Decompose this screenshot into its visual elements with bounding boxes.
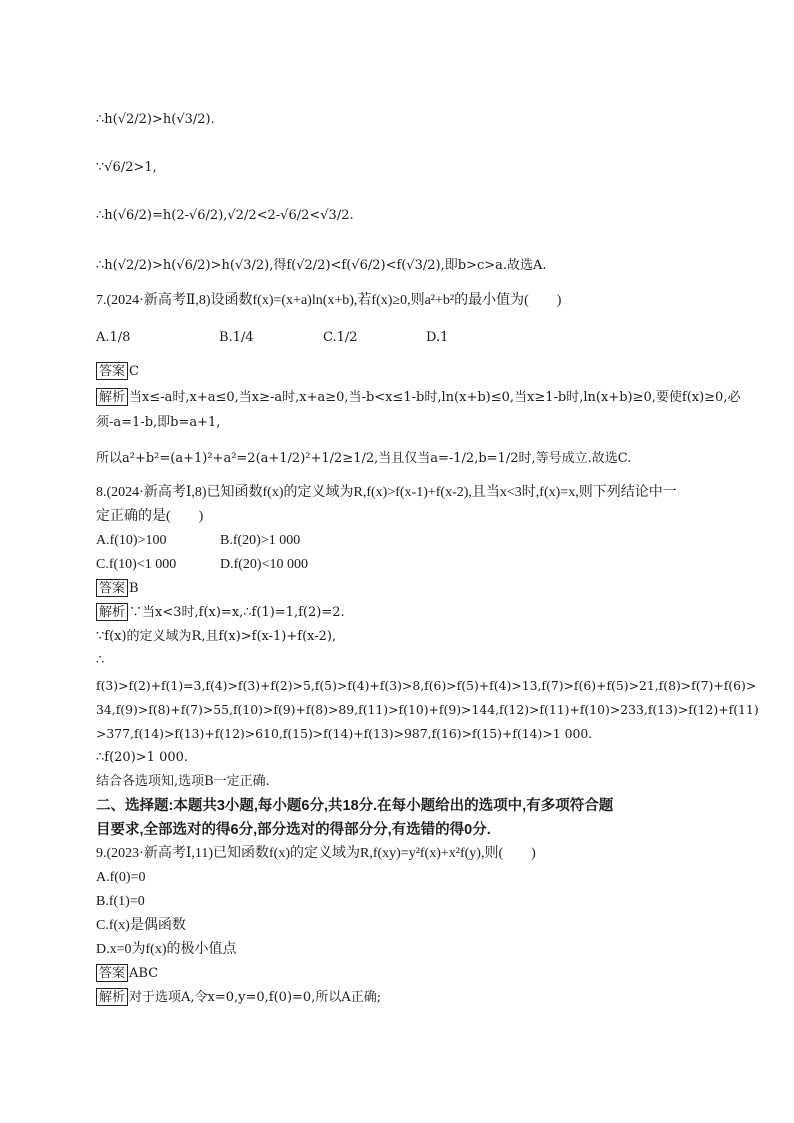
q8-option-a: A.f(10)>100 <box>96 533 167 548</box>
solution-line-3: ∴h(√6/2)=h(2-√6/2),√2/2<2-√6/2<√3/2. <box>96 208 354 223</box>
solution-line-1: ∴h(√2/2)>h(√3/2). <box>96 112 215 127</box>
solution-line-2: ∵√6/2>1, <box>96 160 157 175</box>
analysis-tag: 解析 <box>96 388 128 406</box>
q8-stem-1: 8.(2024·新高考Ⅰ,8)已知函数f(x)的定义域为R,f(x)>f(x-1)+f(x-2),且当x<3时,f(x)=x,则下列结论中一 <box>96 485 677 500</box>
q8-option-b: B.f(20)>1 000 <box>220 533 301 548</box>
q7-option-d: D.1 <box>426 330 449 345</box>
q9-analysis-text: 对于选项A,令x=0,y=0,f(0)=0,所以A正确; <box>129 990 382 1005</box>
q8-analysis-8: 结合各选项知,选项B一定正确. <box>96 774 270 789</box>
q8-option-c: C.f(10)<1 000 <box>96 557 177 572</box>
q8-analysis-4: f(3)>f(2)+f(1)=3,f(4)>f(3)+f(2)>5,f(5)>f(4)+f(3)>8,f(6)>f(5)+f(4)>13,f(7)>f(6)+f(5)>21,f(8)>f(7)+f(6)> <box>96 678 757 693</box>
q8-analysis-2: ∵f(x)的定义域为R,且f(x)>f(x-1)+f(x-2), <box>96 629 337 644</box>
q7-analysis-3: 所以a²+b²=(a+1)²+a²=2(a+1/2)²+1/2≥1/2,当且仅当a=-1/2,b=1/2时,等号成立.故选C. <box>96 451 632 466</box>
q7-analysis-1 <box>96 388 740 408</box>
q8-analysis-5: 34,f(9)>f(8)+f(7)>55,f(10)>f(9)+f(8)>89,f(11)>f(10)+f(9)>144,f(12)>f(11)+f(10)>233,f(13)>f(12)+f(11) <box>96 702 759 717</box>
section-2-heading-1: 二、选择题:本题共3小题,每小题6分,共18分.在每小题给出的选项中,有多项符合题 <box>96 798 614 814</box>
answer-tag: 答案 <box>96 579 128 597</box>
q8-stem-2: 定正确的是( ) <box>96 509 204 524</box>
q9-stem: 9.(2023·新高考Ⅰ,11)已知函数f(x)的定义域为R,f(xy)=y²f(x)+x²f(y),则( ) <box>96 846 536 861</box>
q7-option-c: C.1/2 <box>323 330 358 345</box>
q7-option-a: A.1/8 <box>96 330 131 345</box>
q9-option-b: B.f(1)=0 <box>96 894 145 909</box>
solution-line-4: ∴h(√2/2)>h(√6/2)>h(√3/2),得f(√2/2)<f(√6/2)<f(√3/2),即b>c>a.故选A. <box>96 258 547 273</box>
q8-answer-value: B <box>129 581 139 596</box>
q8-analysis-7: ∴f(20)>1 000. <box>96 750 189 765</box>
q7-option-b: B.1/4 <box>219 330 254 345</box>
q9-answer-value: ABC <box>129 966 159 981</box>
answer-tag: 答案 <box>96 964 128 982</box>
q8-analysis-1 <box>96 603 345 623</box>
q9-answer <box>96 964 158 984</box>
q8-analysis-3: ∴ <box>96 653 105 668</box>
q7-stem: 7.(2024·新高考Ⅱ,8)设函数f(x)=(x+a)ln(x+b),若f(x)≥0,则a²+b²的最小值为( ) <box>96 293 562 308</box>
q7-analysis-text: 当x≤-a时,x+a≤0,当x≥-a时,x+a≥0,当-b<x≤1-b时,ln(x+b)≤0,当x≥1-b时,ln(x+b)≥0,要使f(x)≥0,必 <box>129 390 741 405</box>
q8-analysis-text: ∵当x<3时,f(x)=x,∴f(1)=1,f(2)=2. <box>129 605 345 620</box>
section-2-heading-2: 目要求,全部选对的得6分,部分选对的得部分分,有选错的得0分. <box>96 822 491 838</box>
q7-analysis-2: 须-a=1-b,即b=a+1, <box>96 415 221 430</box>
analysis-tag: 解析 <box>96 988 128 1006</box>
q7-answer <box>96 362 139 382</box>
analysis-tag: 解析 <box>96 603 128 621</box>
q8-option-d: D.f(20)<10 000 <box>220 557 308 572</box>
q9-option-d: D.x=0为f(x)的极小值点 <box>96 942 237 957</box>
q8-answer <box>96 579 139 599</box>
q9-analysis-1 <box>96 988 381 1008</box>
answer-tag: 答案 <box>96 362 128 380</box>
q9-option-a: A.f(0)=0 <box>96 870 146 885</box>
q9-option-c: C.f(x)是偶函数 <box>96 918 186 933</box>
q7-answer-value: C <box>129 364 139 379</box>
q8-analysis-6: >377,f(14)>f(13)+f(12)>610,f(15)>f(14)+f(13)>987,f(16)>f(15)+f(14)>1 000. <box>96 726 593 741</box>
